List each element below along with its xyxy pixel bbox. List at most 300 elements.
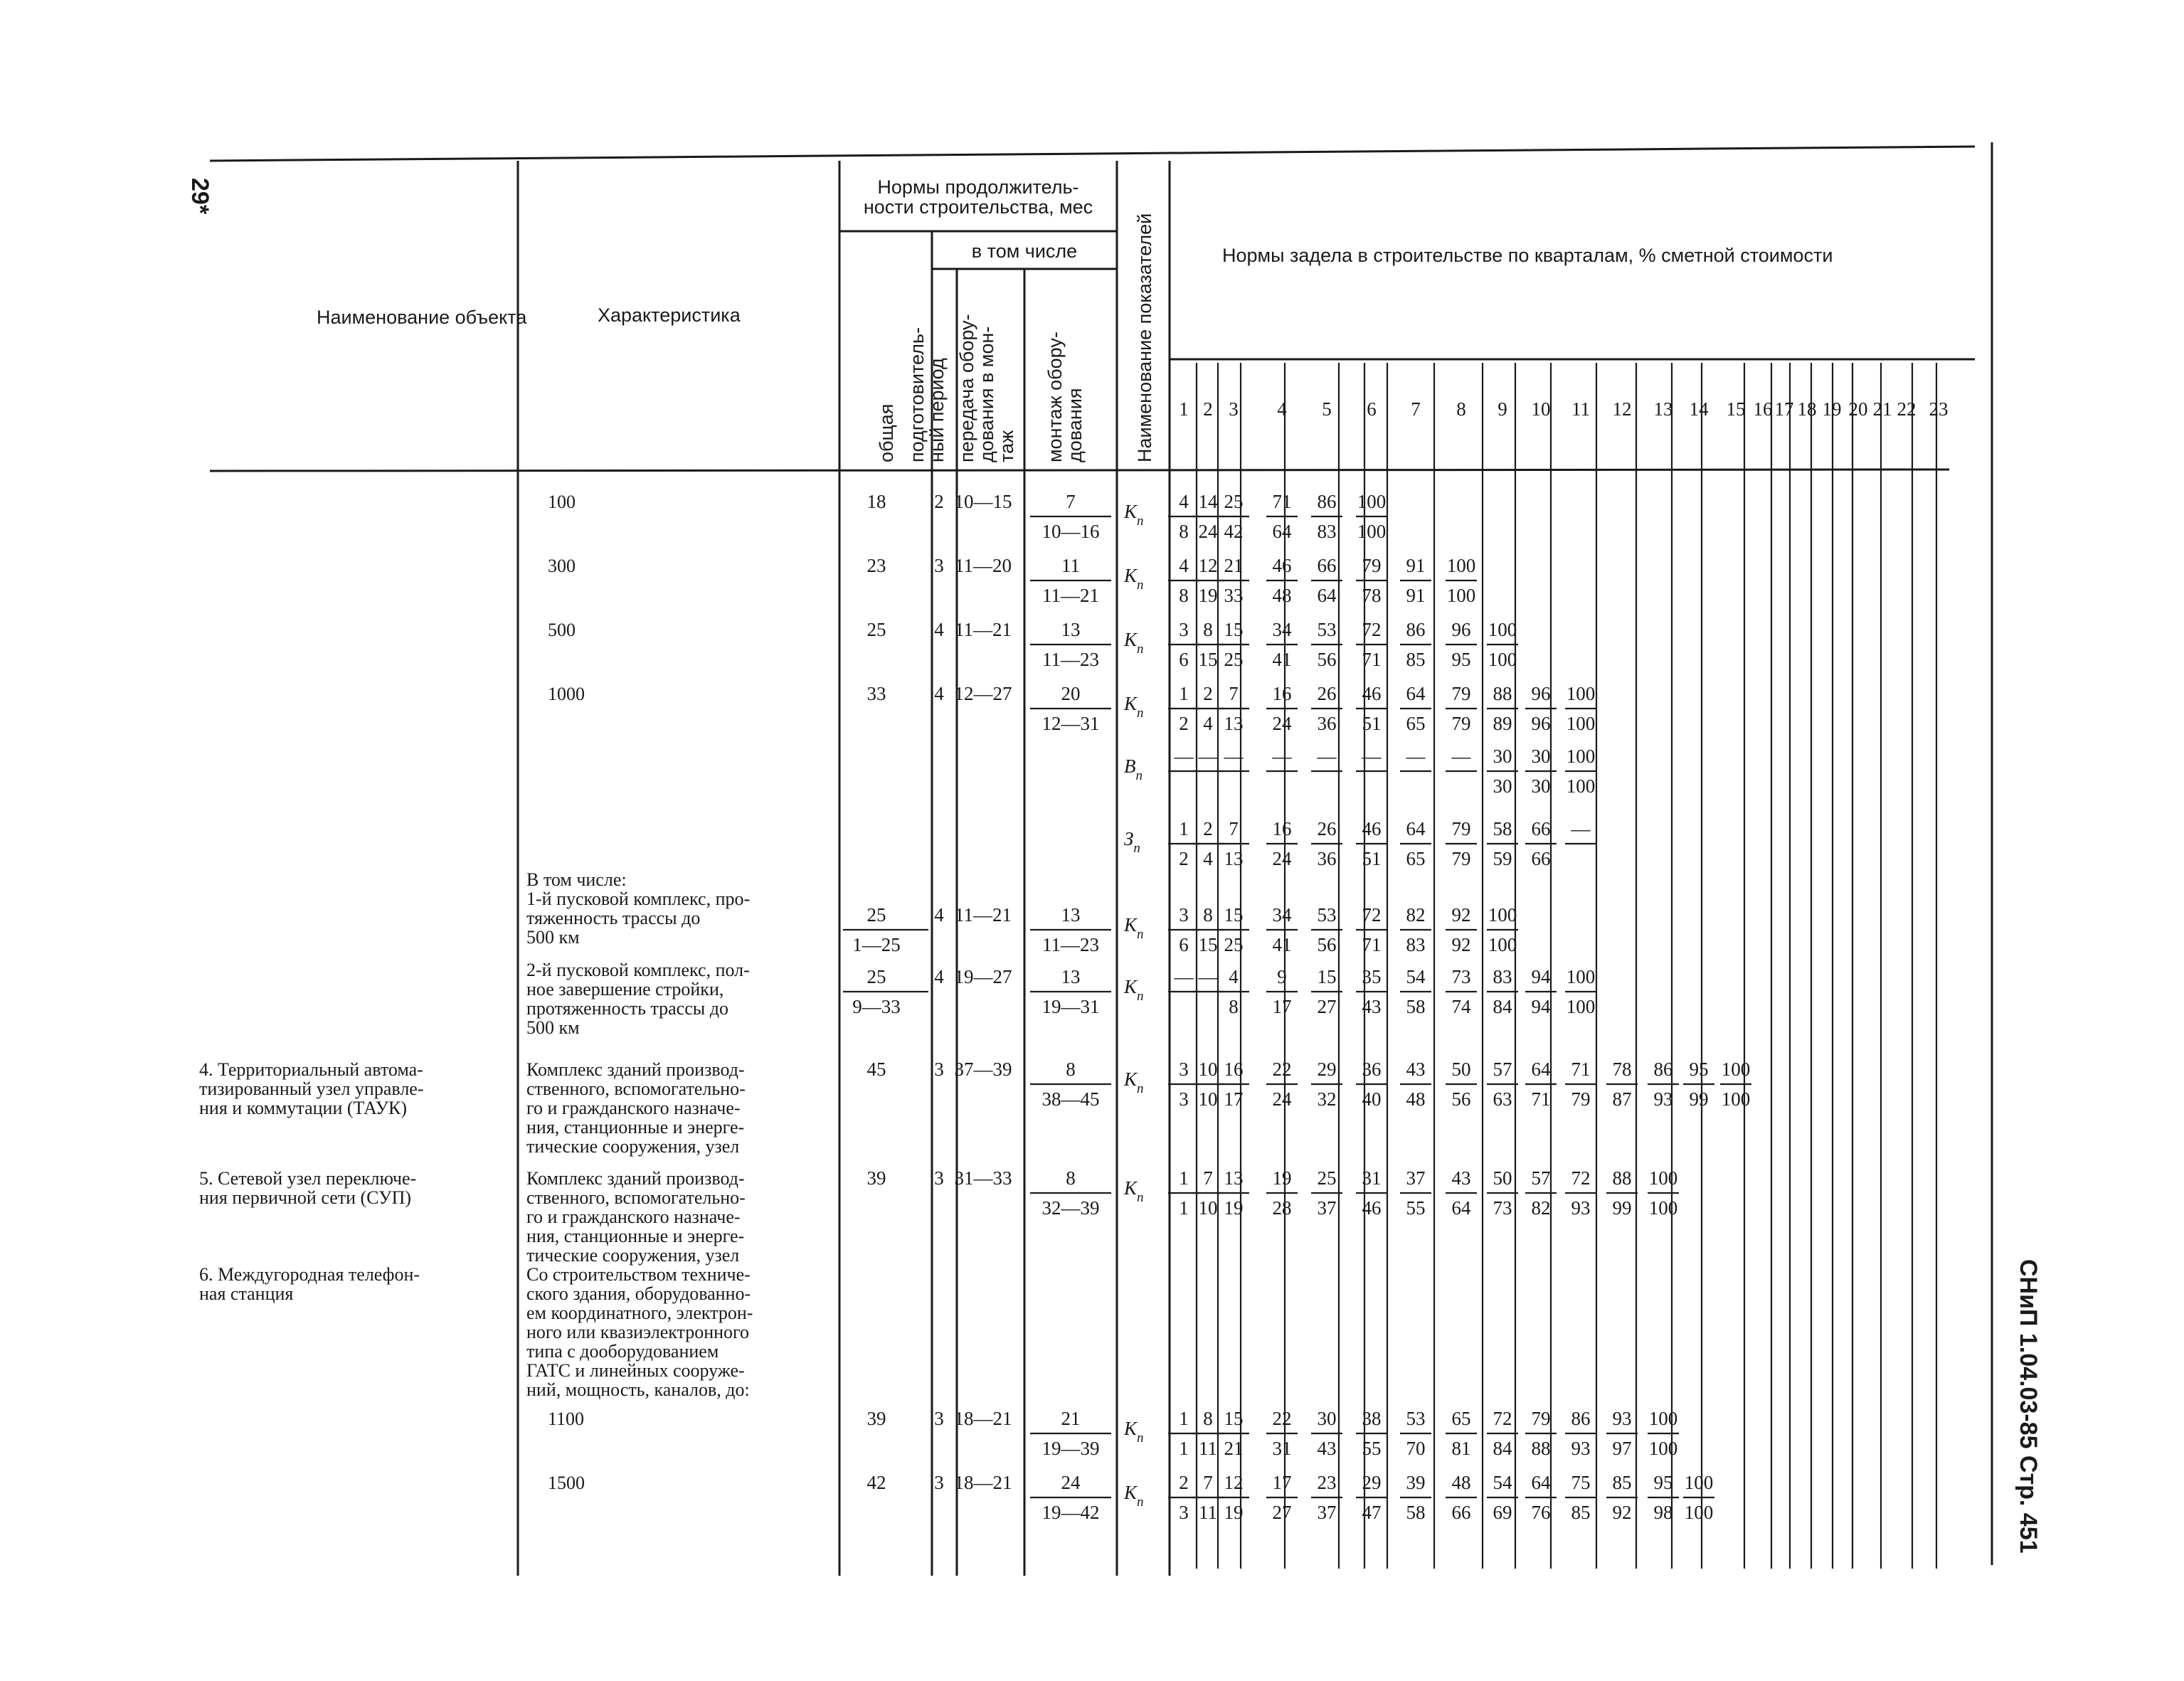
backlog-value-top: 15	[1317, 966, 1337, 987]
backlog-value-top: —	[1272, 746, 1292, 767]
table-row	[526, 869, 1518, 955]
backlog-value-bottom: 99	[1612, 1197, 1632, 1219]
table-row	[199, 1264, 753, 1400]
table-row	[199, 1167, 1679, 1266]
backlog-value-top: 25	[1224, 491, 1244, 512]
duration-prep: 3	[934, 1167, 944, 1189]
duration-install: 8	[1066, 1167, 1076, 1189]
backlog-value-top: 86	[1406, 619, 1426, 640]
backlog-value-bottom: 37	[1317, 1197, 1337, 1219]
backlog-value-top: 8	[1203, 1408, 1213, 1429]
duration-install-range: 11—21	[1042, 585, 1099, 606]
header-install-1: монтаж обору-	[1044, 332, 1066, 462]
backlog-value-bottom: 55	[1406, 1197, 1426, 1219]
backlog-value-bottom: 63	[1493, 1088, 1512, 1110]
backlog-value-bottom: 64	[1317, 585, 1337, 606]
backlog-value-top: 43	[1406, 1059, 1426, 1080]
backlog-value-bottom: 47	[1362, 1502, 1382, 1523]
backlog-value-bottom: 58	[1406, 996, 1426, 1017]
backlog-value-top: 92	[1451, 904, 1471, 926]
backlog-value-top: 78	[1612, 1059, 1632, 1080]
backlog-value-bottom: 10	[1198, 1197, 1218, 1219]
backlog-value-bottom: 3	[1179, 1088, 1189, 1110]
quarter-header-15: 15	[1726, 398, 1746, 420]
backlog-value-bottom: 6	[1179, 934, 1189, 955]
duration-transfer: 10—15	[954, 491, 1012, 512]
backlog-value-top: 88	[1493, 683, 1512, 704]
backlog-value-top: 79	[1531, 1408, 1551, 1429]
backlog-value-top: 36	[1362, 1059, 1382, 1080]
backlog-value-bottom: 100	[1684, 1502, 1714, 1523]
backlog-value-bottom: 94	[1531, 996, 1551, 1017]
backlog-value-bottom: 100	[1566, 996, 1596, 1017]
table-row	[548, 555, 1477, 606]
backlog-value-bottom: 19	[1224, 1197, 1244, 1219]
page-number: 29*	[186, 178, 213, 215]
backlog-value-bottom: 93	[1571, 1438, 1591, 1459]
duration-install: 21	[1061, 1408, 1081, 1429]
backlog-value-top: —	[1198, 966, 1218, 987]
backlog-value-top: 82	[1406, 904, 1426, 926]
duration-install-range: 19—39	[1041, 1438, 1100, 1459]
backlog-value-bottom: 79	[1451, 713, 1471, 734]
backlog-value-bottom: 24	[1272, 1088, 1292, 1110]
backlog-value-top: 66	[1531, 818, 1551, 839]
backlog-value-top: 46	[1272, 555, 1292, 576]
backlog-value-bottom: 100	[1488, 934, 1517, 955]
backlog-value-top: 8	[1203, 904, 1213, 926]
backlog-value-top: 25	[1317, 1167, 1337, 1189]
backlog-value-top: 94	[1531, 966, 1551, 987]
backlog-value-bottom: 100	[1357, 521, 1387, 542]
backlog-value-bottom: 13	[1224, 848, 1244, 869]
characteristic: ственного, вспомогательно-	[526, 1078, 746, 1099]
backlog-value-bottom: 100	[1566, 775, 1596, 797]
backlog-value-bottom: 17	[1272, 996, 1292, 1017]
backlog-value-bottom: 55	[1362, 1438, 1382, 1459]
duration-total: 39	[866, 1167, 886, 1189]
backlog-value-bottom: 82	[1531, 1197, 1551, 1219]
characteristic: 500 км	[526, 1017, 580, 1038]
backlog-value-bottom: 2	[1179, 848, 1189, 869]
header-backlog-title: Нормы задела в строительстве по кварталам, % сметной стоимости	[1222, 245, 1833, 266]
characteristic: го и гражданского назначе-	[526, 1207, 741, 1227]
backlog-value-bottom: 3	[1179, 1502, 1189, 1523]
quarter-header-22: 22	[1897, 398, 1917, 420]
backlog-value-bottom: 96	[1531, 713, 1551, 734]
backlog-value-top: 100	[1488, 619, 1517, 640]
backlog-value-top: 50	[1451, 1059, 1471, 1080]
quarter-header-19: 19	[1822, 398, 1842, 420]
backlog-value-bottom: 100	[1721, 1088, 1751, 1110]
duration-install-range: 32—39	[1041, 1197, 1100, 1219]
backlog-value-bottom: 31	[1272, 1438, 1292, 1459]
backlog-value-top: 79	[1451, 683, 1471, 704]
backlog-value-top: 8	[1203, 619, 1213, 640]
duration-prep: 4	[934, 619, 944, 640]
table-row	[1124, 746, 1596, 797]
characteristic: ем координатного, электрон-	[526, 1303, 753, 1323]
characteristic: 1000	[548, 684, 585, 704]
header-total: общая	[876, 403, 897, 462]
backlog-value-bottom: 19	[1224, 1502, 1244, 1523]
backlog-value-top: 15	[1224, 1408, 1244, 1429]
backlog-value-top: 13	[1224, 1167, 1244, 1189]
backlog-value-bottom: 48	[1406, 1088, 1426, 1110]
backlog-value-top: 1	[1179, 683, 1189, 704]
backlog-value-top: —	[1174, 966, 1194, 987]
duration-total: 39	[866, 1408, 886, 1429]
backlog-value-bottom: 46	[1362, 1197, 1382, 1219]
backlog-value-top: 50	[1493, 1167, 1512, 1189]
backlog-value-top: 66	[1317, 555, 1337, 576]
backlog-value-bottom: 25	[1224, 649, 1244, 670]
backlog-value-bottom: 74	[1451, 996, 1471, 1017]
backlog-value-bottom: 33	[1224, 585, 1244, 606]
characteristic: 1100	[548, 1409, 585, 1429]
backlog-value-top: 72	[1571, 1167, 1591, 1189]
indicator-symbol: $З_п$	[1124, 828, 1140, 856]
backlog-value-bottom: 24	[1272, 848, 1292, 869]
characteristic: тические сооружения, узел	[526, 1136, 740, 1157]
object-name: 5. Сетевой узел переключе-	[199, 1168, 417, 1189]
characteristic: ственного, вспомогательно-	[526, 1187, 746, 1208]
backlog-value-top: 34	[1272, 904, 1292, 926]
backlog-value-top: 53	[1317, 619, 1337, 640]
backlog-value-top: 64	[1406, 683, 1426, 704]
backlog-value-top: 86	[1653, 1059, 1673, 1080]
backlog-value-bottom: 4	[1203, 713, 1213, 734]
backlog-value-top: 71	[1571, 1059, 1591, 1080]
duration-install: 24	[1061, 1472, 1081, 1493]
characteristic: 300	[548, 556, 576, 576]
backlog-value-bottom: 88	[1531, 1438, 1551, 1459]
backlog-value-bottom: 84	[1493, 1438, 1512, 1459]
backlog-value-top: 2	[1179, 1472, 1189, 1493]
backlog-value-top: 4	[1179, 491, 1189, 512]
header-transfer-2: дования в мон-	[976, 326, 997, 462]
object-name: тизированный узел управле-	[199, 1078, 424, 1099]
backlog-value-top: 19	[1272, 1167, 1292, 1189]
duration-install: 20	[1061, 683, 1081, 704]
characteristic: Комплекс зданий производ-	[526, 1168, 745, 1189]
characteristic: 1500	[548, 1473, 585, 1493]
backlog-value-bottom: 71	[1362, 649, 1382, 670]
backlog-value-bottom: 8	[1179, 585, 1189, 606]
table-row	[548, 619, 1518, 670]
backlog-value-top: 16	[1272, 683, 1292, 704]
indicator-symbol: $К_п$	[1124, 565, 1144, 593]
duration-prep: 4	[934, 683, 944, 704]
backlog-value-bottom: 65	[1406, 848, 1426, 869]
backlog-value-bottom: 19	[1198, 585, 1218, 606]
backlog-value-bottom: 89	[1493, 713, 1512, 734]
characteristic: ского здания, оборудованно-	[526, 1283, 751, 1304]
backlog-value-top: 1	[1179, 1167, 1189, 1189]
duration-install: 8	[1066, 1059, 1076, 1080]
characteristic: 100	[548, 492, 576, 512]
backlog-value-top: 34	[1272, 619, 1292, 640]
duration-transfer: 11—21	[955, 904, 1012, 926]
characteristic: ния, станционные и энерге-	[526, 1117, 745, 1138]
characteristic: ний, мощность, каналов, до:	[526, 1379, 750, 1400]
duration-total: 25	[866, 904, 886, 926]
indicator-symbol: $К_п$	[1124, 629, 1144, 657]
backlog-value-bottom: 41	[1272, 649, 1292, 670]
backlog-value-top: 29	[1362, 1472, 1382, 1493]
indicator-symbol: $К_п$	[1124, 1068, 1144, 1096]
quarter-header-6: 6	[1367, 398, 1377, 420]
duration-transfer: 11—20	[955, 555, 1012, 576]
backlog-value-bottom: 64	[1451, 1197, 1471, 1219]
backlog-value-bottom: 91	[1406, 585, 1426, 606]
backlog-value-bottom: 48	[1272, 585, 1292, 606]
backlog-value-top: 14	[1198, 491, 1218, 512]
backlog-value-bottom: 92	[1451, 934, 1471, 955]
backlog-value-bottom: 41	[1272, 934, 1292, 955]
backlog-value-bottom: 32	[1317, 1088, 1337, 1110]
backlog-value-top: 1	[1179, 818, 1189, 839]
backlog-value-top: 3	[1179, 1059, 1189, 1080]
quarter-header-9: 9	[1497, 398, 1507, 420]
backlog-value-bottom: 8	[1179, 521, 1189, 542]
backlog-value-top: 91	[1406, 555, 1426, 576]
backlog-value-bottom: 27	[1272, 1502, 1292, 1523]
backlog-value-bottom: 11	[1199, 1438, 1217, 1459]
backlog-value-top: 72	[1362, 904, 1382, 926]
header-prep-1: подготовитель-	[906, 327, 928, 462]
backlog-value-bottom: 64	[1272, 521, 1292, 542]
table-row	[526, 960, 1596, 1038]
backlog-value-top: 26	[1317, 818, 1337, 839]
backlog-value-bottom: 24	[1272, 713, 1292, 734]
backlog-value-top: 64	[1531, 1059, 1551, 1080]
characteristic: ния, станционные и энерге-	[526, 1226, 745, 1246]
quarter-header-7: 7	[1411, 398, 1421, 420]
backlog-value-top: 100	[1357, 491, 1387, 512]
backlog-value-top: 83	[1493, 966, 1512, 987]
duration-transfer: 37—39	[954, 1059, 1012, 1080]
header-norms-title-1: Нормы продолжитель-	[877, 176, 1079, 198]
backlog-value-top: 16	[1272, 818, 1292, 839]
quarter-header-13: 13	[1653, 398, 1673, 420]
header-norms-title-2: ности строительства, мес	[863, 196, 1093, 218]
backlog-value-top: 29	[1317, 1059, 1337, 1080]
backlog-value-top: 100	[1648, 1408, 1678, 1429]
backlog-value-bottom: 58	[1406, 1502, 1426, 1523]
backlog-value-top: 85	[1612, 1472, 1632, 1493]
header-object-name: Наименование объекта	[317, 307, 527, 328]
backlog-value-top: 64	[1406, 818, 1426, 839]
backlog-value-top: 4	[1229, 966, 1239, 987]
indicator-symbol: $К_п$	[1124, 501, 1144, 529]
backlog-value-bottom: 13	[1224, 713, 1244, 734]
table-body	[199, 491, 1751, 1523]
quarter-header-16: 16	[1753, 398, 1773, 420]
characteristic: 2-й пусковой комплекс, пол-	[526, 960, 750, 980]
backlog-value-top: —	[1406, 746, 1426, 767]
quarter-header-12: 12	[1612, 398, 1632, 420]
backlog-value-top: 46	[1362, 683, 1382, 704]
duration-install: 13	[1061, 966, 1081, 987]
header-in-that-number: в том числе	[971, 240, 1078, 262]
backlog-value-top: —	[1224, 746, 1244, 767]
characteristic: ное завершение стройки,	[526, 979, 724, 999]
quarter-header-2: 2	[1203, 398, 1213, 420]
characteristic: 1-й пусковой комплекс, про-	[526, 889, 751, 909]
backlog-value-top: 12	[1224, 1472, 1244, 1493]
header-characteristic: Характеристика	[598, 304, 741, 326]
quarter-header-18: 18	[1797, 398, 1817, 420]
backlog-value-top: 96	[1451, 619, 1471, 640]
backlog-value-top: 100	[1648, 1167, 1678, 1189]
backlog-value-top: 79	[1451, 818, 1471, 839]
backlog-value-bottom: 93	[1571, 1197, 1591, 1219]
backlog-value-bottom: 87	[1612, 1088, 1632, 1110]
backlog-value-top: 22	[1272, 1059, 1292, 1080]
backlog-value-top: 86	[1317, 491, 1337, 512]
backlog-value-bottom: 24	[1198, 521, 1218, 542]
backlog-value-bottom: 81	[1451, 1438, 1471, 1459]
table-header	[186, 176, 2042, 1554]
backlog-value-bottom: 98	[1653, 1502, 1673, 1523]
duration-total-range: 1—25	[852, 934, 901, 955]
duration-transfer: 19—27	[954, 966, 1012, 987]
backlog-value-bottom: 6	[1179, 649, 1189, 670]
backlog-value-bottom: 76	[1531, 1502, 1551, 1523]
object-name: 4. Территориальный автома-	[199, 1059, 423, 1080]
duration-total: 25	[866, 619, 886, 640]
duration-total: 33	[866, 683, 886, 704]
backlog-value-top: 46	[1362, 818, 1382, 839]
backlog-value-bottom: 15	[1198, 934, 1218, 955]
backlog-value-bottom: 83	[1406, 934, 1426, 955]
backlog-value-bottom: 28	[1272, 1197, 1292, 1219]
backlog-value-bottom: 30	[1493, 775, 1512, 797]
backlog-value-bottom: 21	[1224, 1438, 1244, 1459]
backlog-value-bottom: 43	[1317, 1438, 1337, 1459]
backlog-value-bottom: 17	[1224, 1088, 1244, 1110]
duration-install: 7	[1066, 491, 1076, 512]
quarter-header-1: 1	[1179, 398, 1189, 420]
table-row	[548, 1472, 1714, 1523]
backlog-value-top: 95	[1689, 1059, 1709, 1080]
duration-install-range: 11—23	[1042, 934, 1099, 955]
duration-install-range: 10—16	[1041, 521, 1100, 542]
backlog-value-top: —	[1451, 746, 1471, 767]
quarter-header-11: 11	[1571, 398, 1590, 420]
object-name: ния первичной сети (СУП)	[199, 1187, 412, 1208]
backlog-value-top: 95	[1653, 1472, 1673, 1493]
duration-transfer: 18—21	[954, 1408, 1012, 1429]
backlog-value-bottom: 92	[1612, 1502, 1632, 1523]
backlog-value-top: 15	[1224, 904, 1244, 926]
backlog-value-top: 23	[1317, 1472, 1337, 1493]
backlog-value-bottom: 97	[1612, 1438, 1632, 1459]
duration-install-range: 19—31	[1041, 996, 1100, 1017]
characteristic: 500	[548, 620, 576, 640]
duration-prep: 4	[934, 904, 944, 926]
backlog-value-top: 35	[1362, 966, 1382, 987]
backlog-value-top: 38	[1362, 1408, 1382, 1429]
backlog-value-top: 17	[1272, 1472, 1292, 1493]
backlog-value-top: 12	[1198, 555, 1218, 576]
backlog-value-top: 54	[1406, 966, 1426, 987]
backlog-value-top: 100	[1684, 1472, 1714, 1493]
duration-transfer: 18—21	[954, 1472, 1012, 1493]
backlog-value-top: —	[1317, 746, 1337, 767]
quarter-header-4: 4	[1277, 398, 1287, 420]
backlog-value-top: 100	[1488, 904, 1517, 926]
backlog-value-top: 88	[1612, 1167, 1632, 1189]
backlog-value-top: 37	[1406, 1167, 1426, 1189]
backlog-value-top: 54	[1493, 1472, 1512, 1493]
backlog-value-top: 93	[1612, 1408, 1632, 1429]
duration-prep: 4	[934, 966, 944, 987]
backlog-value-top: 30	[1317, 1408, 1337, 1429]
backlog-value-bottom: 40	[1362, 1088, 1382, 1110]
backlog-value-top: 100	[1566, 746, 1596, 767]
backlog-value-bottom: 56	[1317, 649, 1337, 670]
backlog-value-top: 71	[1272, 491, 1292, 512]
backlog-value-bottom: 11	[1199, 1502, 1217, 1523]
backlog-value-top: 3	[1179, 904, 1189, 926]
header-prep-2: ный период	[926, 358, 948, 462]
quarter-header-21: 21	[1872, 398, 1892, 420]
backlog-value-top: 96	[1531, 683, 1551, 704]
backlog-value-bottom: 78	[1362, 585, 1382, 606]
backlog-value-top: 22	[1272, 1408, 1292, 1429]
backlog-value-bottom: 10	[1198, 1088, 1218, 1110]
backlog-value-bottom: 100	[1566, 713, 1596, 734]
quarter-header-3: 3	[1229, 398, 1239, 420]
characteristic: Со строительством техниче-	[526, 1264, 751, 1285]
characteristic: го и гражданского назначе-	[526, 1098, 741, 1118]
backlog-value-top: 100	[1446, 555, 1476, 576]
backlog-value-top: —	[1198, 746, 1218, 767]
backlog-value-bottom: 51	[1362, 848, 1382, 869]
backlog-value-bottom: 36	[1317, 848, 1337, 869]
table-row	[1124, 818, 1596, 869]
backlog-value-top: 31	[1362, 1167, 1382, 1189]
backlog-value-top: 39	[1406, 1472, 1426, 1493]
backlog-value-top: 30	[1531, 746, 1551, 767]
backlog-value-bottom: 79	[1571, 1088, 1591, 1110]
duration-total: 45	[866, 1059, 886, 1080]
backlog-value-top: 72	[1362, 619, 1382, 640]
backlog-value-top: —	[1571, 818, 1591, 839]
duration-transfer: 11—21	[955, 619, 1012, 640]
backlog-value-top: 72	[1493, 1408, 1512, 1429]
backlog-value-top: 57	[1493, 1059, 1512, 1080]
backlog-value-bottom: 36	[1317, 713, 1337, 734]
backlog-value-bottom: 100	[1648, 1197, 1678, 1219]
duration-total-range: 9—33	[852, 996, 901, 1017]
duration-install-range: 19—42	[1041, 1502, 1100, 1523]
indicator-symbol: $К_п$	[1124, 914, 1144, 942]
backlog-value-bottom: 85	[1571, 1502, 1591, 1523]
backlog-value-top: 73	[1451, 966, 1471, 987]
backlog-value-top: 15	[1224, 619, 1244, 640]
duration-prep: 3	[934, 1472, 944, 1493]
duration-install-range: 11—23	[1042, 649, 1099, 670]
backlog-value-bottom: 100	[1648, 1438, 1678, 1459]
quarter-header-20: 20	[1848, 398, 1868, 420]
table-rules	[210, 142, 1992, 1576]
duration-install: 13	[1061, 904, 1081, 926]
characteristic: тяженность трассы до	[526, 908, 701, 928]
backlog-value-bottom: 70	[1406, 1438, 1426, 1459]
